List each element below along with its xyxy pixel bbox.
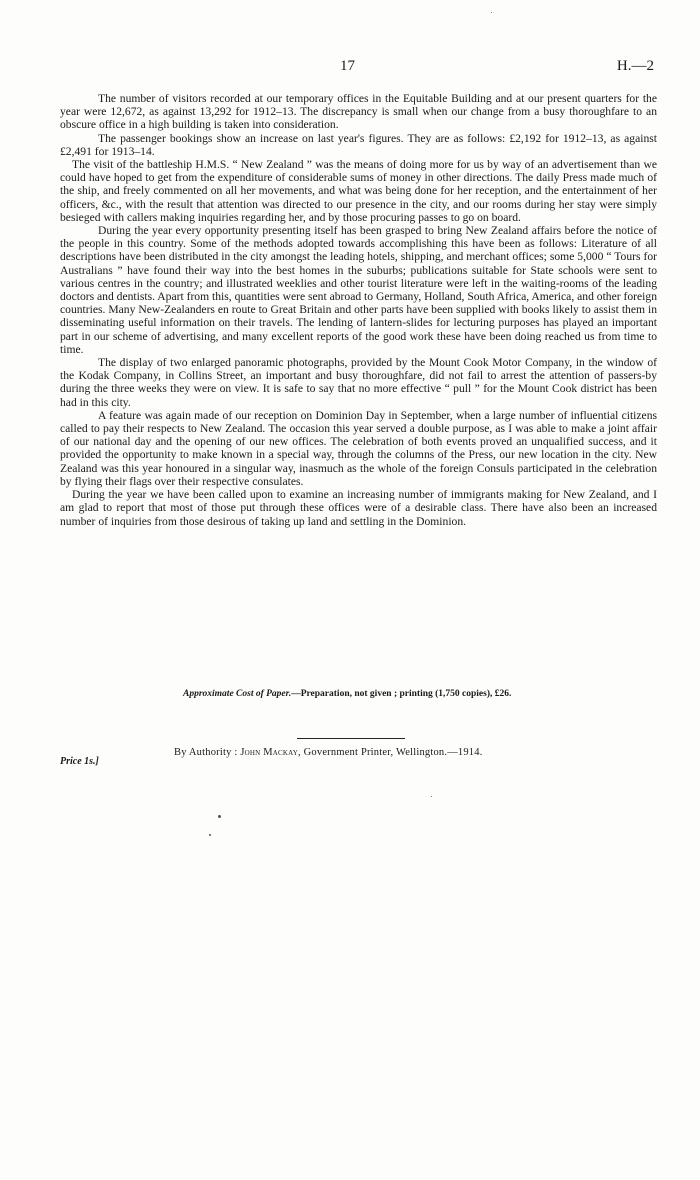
cost-note-text: —Preparation, not given ; printing (1,750 copies), £26. (291, 689, 512, 699)
page-number: 17 (340, 58, 355, 74)
price-label: Price 1s.] (60, 756, 99, 767)
paragraph-visitors: The number of visitors recorded at our temporary offices in the Equitable Building and at our present quarters for the year were 12,672, as against 13,292 for 1912–13. The discrepancy is small when our change from a busy thoroughfare to an obscure office in a high building is taken into consideration. (60, 92, 657, 132)
printer-name: John Mackay, (240, 747, 301, 758)
paragraph-dominion-day: A feature was again made of our reception on Dominion Day in September, when a large number of influential citizens called to pay their respects to New Zealand. The occasion this year served a double purpose, as I was able to make a joint affair of our national day and the opening of our new offices. The celebration of both events proved an unqualified success, and it provided the opportunity to make known in a special way, through the columns of the Press, our new location in the city. New Zealand was this year honoured in a singular way, inasmuch as the whole of the foreign Consuls participated in the celebration by flying their flags over their respective consulates. (60, 408, 657, 488)
ink-speck (218, 815, 221, 818)
paragraph-panoramic-display: The display of two enlarged panoramic photographs, provided by the Mount Cook Motor Company, in the window of the Kodak Company, in Collins Street, an important and busy thoroughfare, did not fail to arrest the attention of passers-by during the three weeks they were on view. It is safe to say that no more effective “ pull ” for the Mount Cook district has been had in this city. (60, 356, 657, 409)
ink-speck (431, 796, 432, 797)
paragraph-publicity: During the year every opportunity presenting itself has been grasped to bring New Zealand affairs before the notice of the people in this country. Some of the methods adopted towards accomplishing this have been as follows: Literature of all descriptions have been distributed in the city amongst the leading hotels, shipping, and merchant offices; some 5,000 “ Tours for Australians ” have found their way into the best homes in the suburbs; publications suitable for State schools were sent to various centres in the country; and illustrated weeklies and other tourist literature were left in the waiting-rooms of the leading doctors and dentists. Apart from this, quantities were sent abroad to Germany, Holland, South Africa, America, and other foreign countries. Many New-Zealanders en route to Great Britain and other parts have been supplied with books likely to assist them in disseminating useful information on their travels. The lending of lantern-slides for lecturing purposes has played an important part in our scheme of advertising, and many excellent reports of the good work these have been doing reached us from time to time. (60, 224, 657, 356)
ink-speck (209, 834, 211, 836)
imprint-prefix: By Authority : (174, 747, 238, 758)
divider-rule (297, 738, 405, 739)
paragraph-immigrants: During the year we have been called upon to examine an increasing number of immigrants making for New Zealand, and I am glad to report that most of those put through these offices were of a desirable class. There have also been an increased number of inquiries from those desirous of taking up land and settling in the Dominion. (60, 488, 657, 528)
printer-imprint (174, 747, 483, 758)
cost-note-label: Approximate Cost of Paper. (183, 689, 292, 699)
ink-speck (491, 12, 492, 13)
document-code: H.—2 (616, 58, 654, 74)
report-body (60, 92, 657, 528)
cost-of-paper-note (183, 689, 643, 699)
imprint-suffix: Government Printer, Wellington.—1914. (303, 747, 483, 758)
paragraph-passenger-bookings: The passenger bookings show an increase on last year's figures. They are as follows: £2,192 for 1912–13, as against £2,491 for 1913–14. (60, 131, 657, 158)
paragraph-battleship-visit: The visit of the battleship H.M.S. “ New Zealand ” was the means of doing more for us by way of an advertisement than we could have hoped to get from the expenditure of considerable sums of money in other directions. The daily Press made much of the ship, and freely commented on all her movements, and what was being done for her reception, and the entertainment of her officers, &c., with the result that attention was directed to our presence in the city, and our rooms during her stay were simply besieged with callers making inquiries regarding her, and by those procuring passes to go on board. (60, 158, 657, 224)
